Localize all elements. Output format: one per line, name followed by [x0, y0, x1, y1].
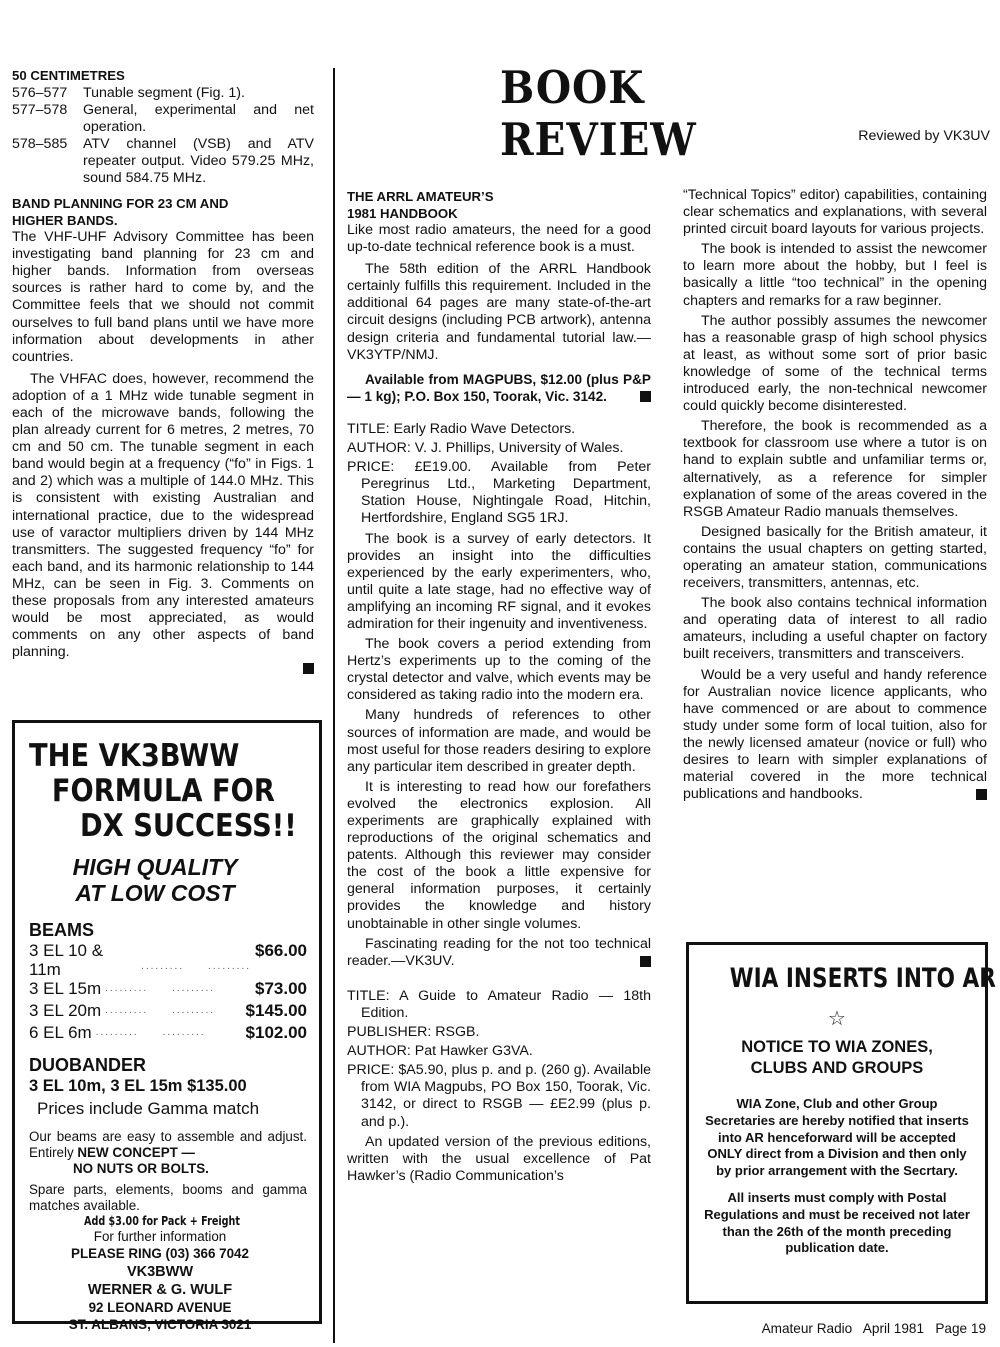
book-publisher: PUBLISHER: RSGB. — [347, 1024, 480, 1041]
duobander-line: 3 EL 10m, 3 EL 15m $135.00 — [29, 1077, 247, 1095]
title-line: 1981 HANDBOOK — [347, 205, 458, 221]
further-text: For further information — [93, 1229, 227, 1244]
company-text: WERNER & G. WULF — [87, 1282, 233, 1298]
wia-paragraph: All inserts must comply with Postal Regulations and must be received not later than the 26th of the month preceding publication date. — [704, 1189, 970, 1256]
street-text: 92 LEONARD AVENUE — [88, 1300, 232, 1315]
price-item: 3 EL 20m — [29, 1001, 102, 1020]
paragraph: Designed basically for the British amateur, it contains the usual chapters on getting started, operating an amateur station, communications receivers, transmitters, antennas, etc. — [683, 523, 987, 592]
wia-title: WIA INSERTS INTO AR — [729, 963, 996, 994]
beams-list — [29, 941, 311, 1045]
paragraph: Many hundreds of references to other sources of information are made, and would be most useful for those readers desiring to explore any particular item described in greater depth. — [347, 707, 651, 775]
subhead-line: HIGH QUALITY — [72, 854, 238, 880]
end-mark — [640, 391, 651, 402]
band-desc: Tunable segment (Fig. 1). — [83, 84, 245, 101]
price-value: $145.00 — [245, 1001, 307, 1020]
phone-text: PLEASE RING (03) 366 7042 — [71, 1246, 249, 1261]
spacer — [347, 405, 651, 421]
leader-dots: ......... ......... — [95, 1027, 206, 1038]
right-column — [683, 187, 987, 803]
band-range: 578–585 — [12, 135, 68, 152]
advert-headline — [29, 738, 297, 844]
heading-23cm: BAND PLANNING FOR 23 CM AND HIGHER BANDS. — [12, 196, 229, 228]
leader-dots: ......... ......... — [141, 961, 251, 972]
subhead-line: AT LOW COST — [75, 880, 235, 906]
paragraph: The book is intended to assist the newcomer to learn more about the hobby, but I feel is basically a little “too technical” in the opening chapters and remarks for a raw beginner. — [683, 241, 987, 309]
assembly-new: NEW CONCEPT — — [77, 1145, 195, 1160]
price-item: 3 EL 10 & 11m — [29, 941, 104, 979]
end-mark — [303, 663, 314, 674]
paragraph: Like most radio amateurs, the need for a good up-to-date technical reference book is a must. — [347, 222, 651, 256]
price-item: 3 EL 15m — [29, 979, 102, 998]
notice-line: CLUBS AND GROUPS — [750, 1059, 924, 1077]
headline-line: THE VK3BWW — [29, 738, 240, 774]
vk3bww-advert — [12, 720, 322, 1332]
paragraph: Therefore, the book is recommended as a textbook for classroom use where a tutor is on hand to explain subtle and unfamiliar terms or, alternatively, as a reference for simpler explanation of some of the areas covered in the RSGB Amateur Radio manuals themselves. — [683, 418, 987, 520]
left-column — [12, 68, 314, 679]
book-title: TITLE: Early Radio Wave Detectors. — [347, 420, 576, 437]
arrl-title — [347, 189, 651, 222]
band-row — [12, 136, 314, 187]
leader-dots: ......... ......... — [105, 983, 216, 994]
notice-line: NOTICE TO WIA ZONES, — [741, 1038, 933, 1056]
band-row — [12, 85, 314, 102]
paragraph — [347, 936, 651, 970]
book-title: TITLE: A Guide to Amateur Radio — 18th Edition. — [347, 987, 651, 1021]
assembly-nuts: NO NUTS OR BOLTS. — [73, 1161, 209, 1176]
beams-heading: BEAMS — [29, 920, 95, 940]
title-line: THE ARRL AMATEUR’S — [347, 189, 494, 204]
price-value: $102.00 — [245, 1023, 307, 1042]
heading-50cm: 50 CENTIMETRES — [12, 68, 125, 83]
end-mark — [976, 789, 987, 800]
middle-column — [347, 189, 651, 1185]
leader-dots: ......... ......... — [105, 1005, 216, 1016]
paragraph: An updated version of the previous editions, written with the usual excellence of Pat Hawker’s (Radio Communication’s — [347, 1133, 651, 1184]
band-range: 577–578 — [12, 101, 68, 118]
headline-line: FORMULA FOR — [51, 773, 275, 809]
end-mark — [640, 956, 651, 967]
paragraph: The VHFAC does, however, recommend the adoption of a 1 MHz wide tunable segment in each of the microwave bands, following the plan already current for 6 metres, 2 metres, 70 cm and 50 cm. The tunable segment in each band would begin at a frequency (“fo” in Figs. 1 and 2) which was a multiple of 144.0 MHz. This is consistent with existing Australian and international practice, due to the widespread use of varactor multipliers driven by 144 MHz transmitters. The suggested frequency “fo” for each band, and its harmonic relationship to 144 MHz, can be seen in Fig. 3. Comments on these proposals from any interested amateurs would be most appreciated, as would comments on any other aspects of band planning. — [12, 370, 314, 661]
paragraph: “Technical Topics” editor) capabilities, containing clear schematics and explanations, with several printed circuit board layouts for various projects. — [683, 187, 987, 238]
wia-notice-box — [686, 942, 996, 1304]
duobander-heading: DUOBANDER — [29, 1055, 146, 1075]
assembly-text — [29, 1129, 311, 1177]
band-range: 576–577 — [12, 84, 68, 101]
availability — [347, 371, 651, 405]
price-row — [29, 1001, 307, 1023]
freight-text: Add $3.00 for Pack + Freight — [84, 1214, 240, 1228]
paragraph: The author possibly assumes the newcomer has a reasonable grasp of high school physics at least, as without some sort of prior basic knowledge of some of the technical terms introduced early, the non-technical newcomer could quickly become disinterested. — [683, 312, 987, 415]
price-row — [29, 941, 307, 979]
paragraph: The book covers a period extending from Hertz’s experiments up to the coming of the crystal detector and valve, which events may be considered as taking radio into the modern era. — [347, 636, 651, 704]
end-mark-row — [12, 661, 314, 678]
advert-subhead — [29, 854, 311, 906]
paragraph: It is interesting to read how our forefathers evolved the electronics explosion. All experiments are graphically explained with reproductions of the original schematics and patents. Although this reviewer may consider the cost of the book a little expensive for general information purposes, it certainly provides the knowledge and history unobtainable in other single volumes. — [347, 778, 651, 932]
headline-line: DX SUCCESS!! — [80, 808, 297, 844]
book-author: AUTHOR: Pat Hawker G3VA. — [347, 1043, 533, 1060]
page-title: BOOK REVIEW — [500, 61, 697, 166]
paragraph: The VHF-UHF Advisory Committee has been investigating band planning for 23 cm and higher bands. Information from overseas sources is rather hard to come by, and the Committee feels that we should not commit ourselves to full band plans until we have more information about developments in ather countries. — [12, 229, 314, 365]
assembly-pre: Our beams are easy to assemble and adjust. Entirely — [29, 1129, 307, 1160]
book-author: AUTHOR: V. J. Phillips, University of Wales. — [347, 440, 624, 457]
price-row — [29, 1023, 307, 1045]
paragraph: The book is a survey of early detectors. It provides an insight into the difficulties experienced by the early experimenters, who, until quite a late stage, had no effective way of amplifying an incoming RF signal, and it evokes admiration for their ingenuity and inventiveness. — [347, 530, 651, 632]
price-value: $66.00 — [255, 941, 307, 960]
paragraph-text: Fascinating reading for the not too technical reader.—VK3UV. — [347, 935, 651, 969]
availability-text: Available from MAGPUBS, $12.00 (plus P&P — 1 kg); P.O. Box 150, Toorak, Vic. 3142. — [347, 371, 651, 404]
paragraph: The 58th edition of the ARRL Handbook certainly fulfills this requirement. Included in the additional 64 pages are many state-of-the-art circuit designs (including PCB artwork), antenna design criteria and fundamental tutorial law.—VK3YTP/NMJ. — [347, 261, 651, 363]
gamma-line: Prices include Gamma match — [37, 1099, 260, 1118]
star-icon: ☆ — [828, 1008, 846, 1030]
spacer — [347, 970, 651, 988]
reviewer-byline: Reviewed by VK3UV — [858, 128, 990, 144]
book-price: PRICE: £E19.00. Available from Peter Peregrinus Ltd., Marketing Department, Station House, Nightingale Road, Hitchin, Hertfordshire, England SG5 1RJ. — [347, 459, 651, 527]
paragraph: The book also contains technical information and operating data of interest to all radio amateurs, including a useful chapter on factory built receivers, transmitters and transceivers. — [683, 595, 987, 663]
wia-notice — [703, 1037, 971, 1079]
paragraph — [683, 667, 987, 804]
paragraph-text: Would be a very useful and handy reference for Australian novice licence applicants, who have commenced or are about to commence study under some form of local tuition, also for the newly licensed amateur (novice or full) who desires to learn with simpler explanations of material covered in the more technical publications and handbooks. — [683, 666, 987, 803]
price-row — [29, 979, 307, 1001]
spares-text: Spare parts, elements, booms and gamma matches available. — [29, 1182, 307, 1213]
page-footer: Amateur Radio April 1981 Page 19 — [761, 1321, 986, 1336]
band-desc: General, experimental and net operation. — [83, 101, 314, 135]
price-value: $73.00 — [255, 979, 307, 998]
wia-paragraph: WIA Zone, Club and other Group Secretaries are hereby notified that inserts into AR henceforward will be accepted ONLY direct from a Division and then only by prior arrangement with the Secrtary. — [705, 1096, 969, 1179]
column-divider — [333, 68, 335, 1343]
band-desc: ATV channel (VSB) and ATV repeater output. Video 579.25 MHz, sound 584.75 MHz. — [83, 135, 314, 186]
city-text: ST. ALBANS, VICTORIA 3021 — [68, 1317, 252, 1332]
book-price: PRICE: $A5.90, plus p. and p. (260 g). Available from WIA Magpubs, PO Box 150, Toorak, Vic. 3142, or direct to RSGB — £E2.99 (plus p. and p.). — [347, 1062, 651, 1130]
callsign-text: VK3BWW — [126, 1264, 194, 1280]
price-item: 6 EL 6m — [29, 1023, 92, 1042]
band-row — [12, 102, 314, 136]
